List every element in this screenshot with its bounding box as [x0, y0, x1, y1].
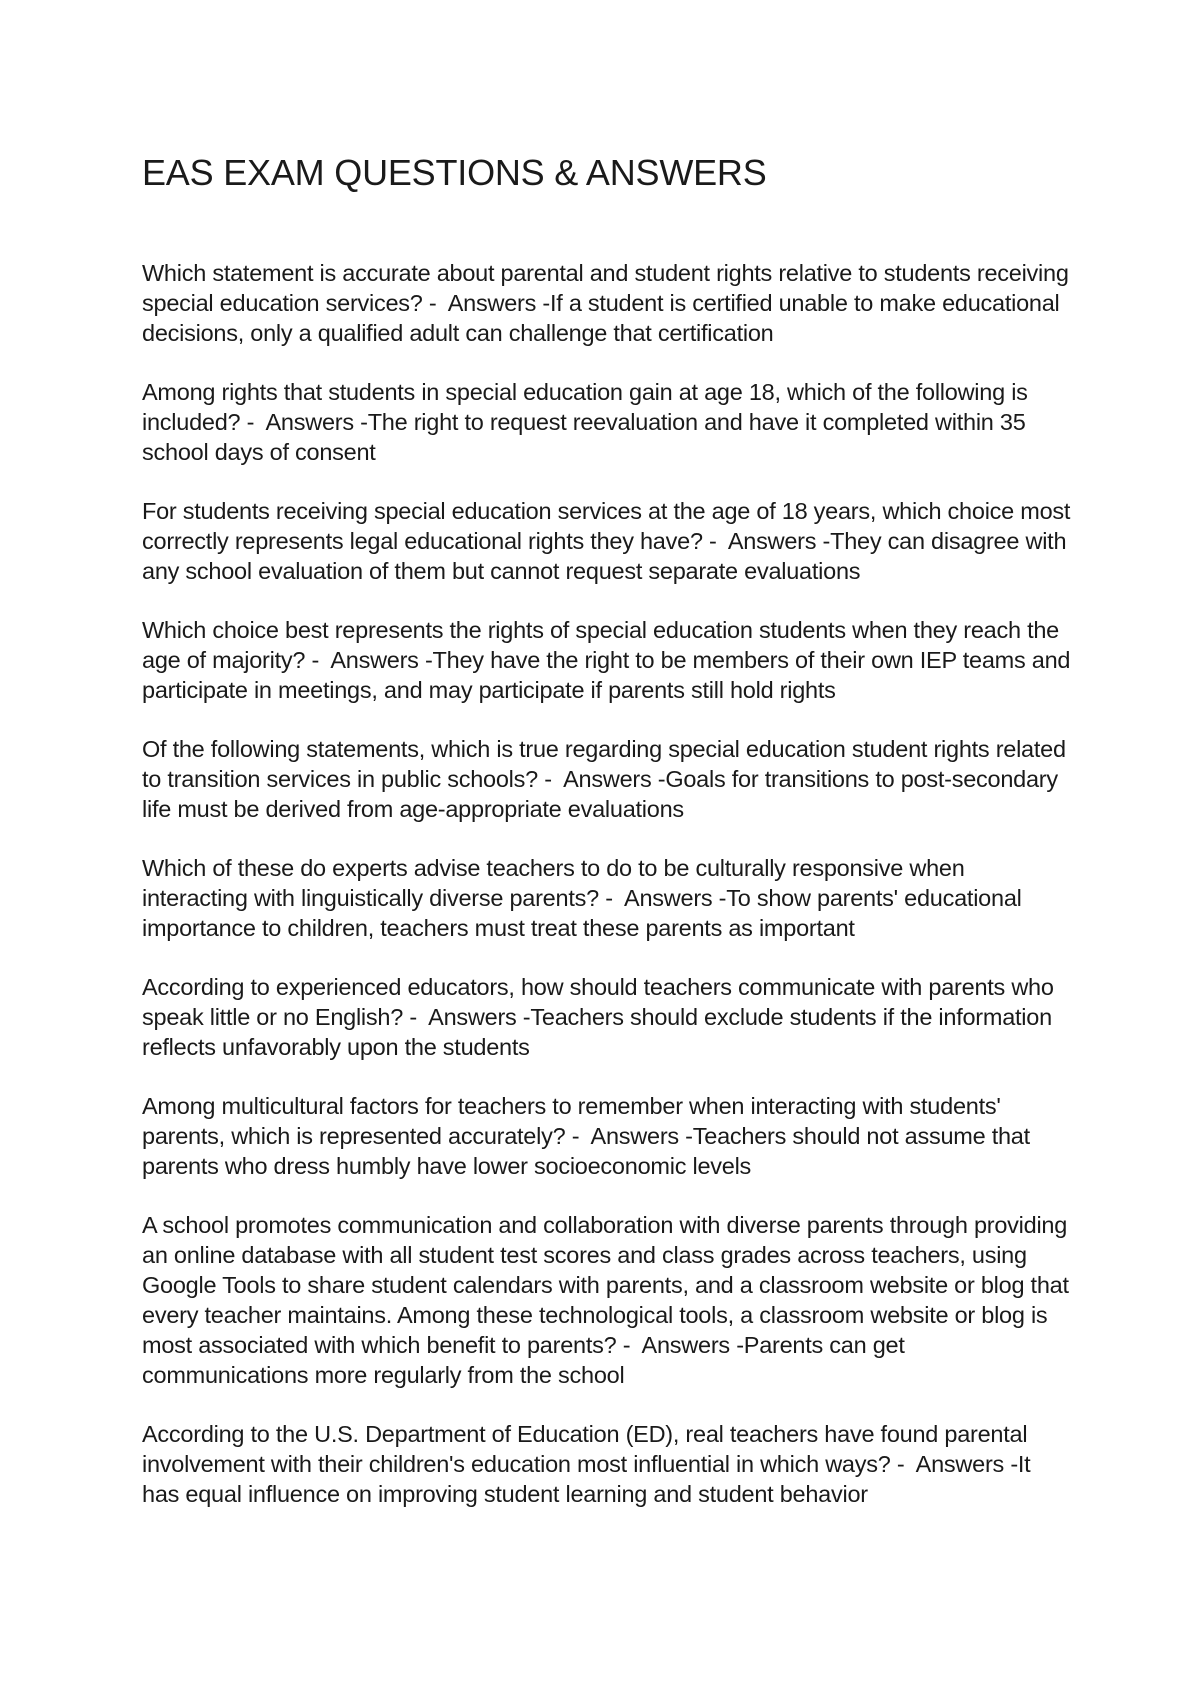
answer-separator: - Answers -: [305, 647, 433, 673]
answer-text: Goals for transitions to post-secondary life must be derived from age-appropriate evaluations: [142, 766, 1058, 822]
answer-text: If a student is certified unable to make educational decisions, only a qualified adult can challenge that certification: [142, 290, 1060, 346]
answer-text: They can disagree with any school evaluation of them but cannot request separate evaluations: [142, 528, 1067, 584]
answer-separator: - Answers -: [890, 1451, 1018, 1477]
answer-separator: - Answers -: [702, 528, 831, 554]
question-text: Among multicultural factors for teachers to remember when interacting with students' parents, which is represented accurately?: [142, 1093, 1001, 1149]
answer-text: The right to request reevaluation and have it completed within 35 school days of consent: [142, 409, 1026, 465]
question-text: A school promotes communication and collaboration with diverse parents through providing an online database with all student test scores and class grades across teachers, using Google Tools to share student calendars with parents, and a classroom website or blog that every teacher maintains. Among these technological tools, a classroom website or blog is most associated with which benefit to parents?: [142, 1212, 1069, 1358]
qa-item: [142, 496, 1072, 586]
answer-text: They have the right to be members of their own IEP teams and participate in meetings, and may participate if parents still hold rights: [142, 647, 1071, 703]
answer-separator: - Answers -: [422, 290, 550, 316]
question-text: For students receiving special education services at the age of 18 years, which choice most correctly represents legal educational rights they have?: [142, 498, 1071, 554]
answer-separator: - Answers -: [565, 1123, 693, 1149]
qa-item: [142, 734, 1072, 824]
qa-item: [142, 377, 1072, 467]
qa-list: [142, 258, 1072, 1538]
answer-separator: - Answers -: [598, 885, 727, 911]
answer-separator: - Answers -: [403, 1004, 531, 1030]
question-text: Of the following statements, which is true regarding special education student rights related to transition services in public schools?: [142, 736, 1066, 792]
question-text: Which of these do experts advise teachers to do to be culturally responsive when interacting with linguistically diverse parents?: [142, 855, 965, 911]
answer-text: Parents can get communications more regularly from the school: [142, 1332, 905, 1388]
answer-text: It has equal influence on improving student learning and student behavior: [142, 1451, 1031, 1507]
qa-item: [142, 972, 1072, 1062]
answer-separator: - Answers -: [240, 409, 368, 435]
qa-item: [142, 1419, 1072, 1509]
qa-item: [142, 1091, 1072, 1181]
question-text: Which statement is accurate about parental and student rights relative to students receiving special education services?: [142, 260, 1069, 316]
qa-item: [142, 258, 1072, 348]
answer-text: To show parents' educational importance to children, teachers must treat these parents as important: [142, 885, 1022, 941]
answer-separator: - Answers -: [616, 1332, 744, 1358]
qa-item: [142, 1210, 1072, 1390]
document-title: EAS EXAM QUESTIONS & ANSWERS: [142, 152, 767, 193]
qa-item: [142, 853, 1072, 943]
answer-separator: - Answers -: [537, 766, 666, 792]
question-text: According to the U.S. Department of Education (ED), real teachers have found parental involvement with their children's education most influential in which ways?: [142, 1421, 1028, 1477]
qa-item: [142, 615, 1072, 705]
question-text: According to experienced educators, how should teachers communicate with parents who speak little or no English?: [142, 974, 1054, 1030]
answer-text: Teachers should not assume that parents who dress humbly have lower socioeconomic levels: [142, 1123, 1030, 1179]
answer-text: Teachers should exclude students if the information reflects unfavorably upon the students: [142, 1004, 1052, 1060]
question-text: Which choice best represents the rights of special education students when they reach the age of majority?: [142, 617, 1059, 673]
question-text: Among rights that students in special education gain at age 18, which of the following is included?: [142, 379, 1028, 435]
